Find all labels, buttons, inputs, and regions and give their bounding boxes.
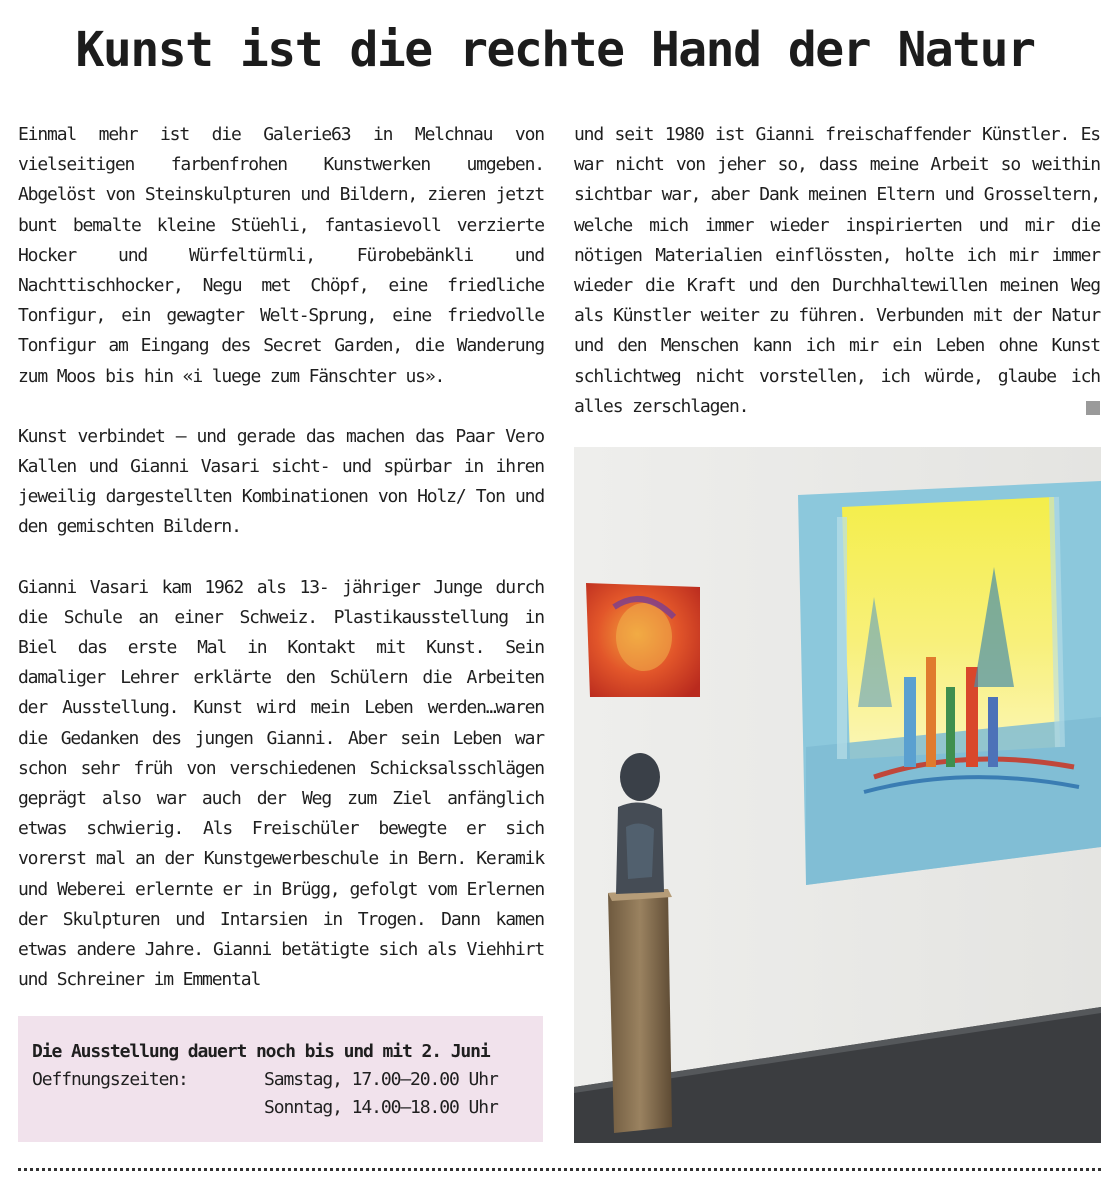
- paragraph-biography: Gianni Vasari kam 1962 als 13- jähriger Junge durch die Schule an einer Schweiz. Plastikausstellung in Biel das erste Mal in Kontakt mit Kunst. Sein damaliger Lehrer erklärte den Schülern die Arbeiten der Ausstellung. Kunst wird mein Leben werden…waren die Gedanken des jungen Gianni. Aber sein Leben war schon sehr früh von verschiedenen Schicksalsschlägen geprägt also war auch der Weg zum Ziel anfänglich etwas schwierig. Als Freischüler bewegte er sich vorerst mal an der Kunstgewerbeschule in Bern. Keramik und Weberei erlernte er in Brügg, gefolgt vom Erlernen der Skulpturen und Intarsien in Trogen. Dann kamen etwas andere Jahre. Gianni betätigte sich als Viehhirt und Schreiner im Emmental: [18, 576, 544, 991]
- photo-wooden-pedestal: [608, 889, 672, 1133]
- article-headline: Kunst ist die rechte Hand der Natur: [75, 22, 1035, 78]
- bottom-dotted-rule: [18, 1168, 1101, 1171]
- photo-small-red-painting: [586, 583, 700, 697]
- right-column: [574, 120, 1100, 422]
- exhibition-info-box: [18, 1016, 543, 1142]
- opening-hours-sunday: Sonntag, 14.00–18.00 Uhr: [264, 1097, 498, 1118]
- photo-bust-sculpture: [616, 753, 664, 894]
- opening-hours-saturday: Samstag, 17.00–20.00 Uhr: [264, 1069, 498, 1090]
- photo-large-painting: [798, 481, 1101, 885]
- left-column: [18, 120, 544, 995]
- info-box-title: Die Ausstellung dauert noch bis und mit 2. Juni: [32, 1041, 490, 1062]
- paragraph-continuation-text: und seit 1980 ist Gianni freischaffender Künstler. Es war nicht von jeher so, dass meine Arbeit so weithin sichtbar war, aber Dank meinen Eltern und Grosseltern, welche mich immer wieder inspirierten und mir die nötigen Materialien einflössten, holte ich mir immer wieder die Kraft und den Durchhaltewillen meinen Weg als Künstler weiter zu führen. Verbunden mit der Natur und den Menschen kann ich mir ein Leben ohne Kunst schlichtweg nicht vorstellen, ich würde, glaube ich alles zerschlagen.: [574, 124, 1100, 417]
- paragraph-intro: Einmal mehr ist die Galerie63 in Melchnau von vielseitigen farbenfrohen Kunstwerken umgeben. Abgelöst von Steinskulpturen und Bildern, zieren jetzt bunt bemalte kleine Stüehli, fantasievoll verzierte Hocker und Würfeltürmli, Fürobebänkli und Nachttischhocker, Negu met Chöpf, eine friedliche Tonfigur, ein gewagter Welt-Sprung, eine friedvolle Tonfigur am Eingang des Secret Garden, die Wanderung zum Moos bis hin «i luege zum Fänschter us».: [18, 124, 544, 387]
- paragraph-continuation: [574, 120, 1100, 422]
- article-end-square-icon: [1086, 401, 1100, 415]
- opening-hours-row-2: [32, 1094, 529, 1122]
- paragraph-kunst-verbindet: Kunst verbindet – und gerade das machen das Paar Vero Kallen und Gianni Vasari sicht- und spürbar in ihren jeweilig dargestellten Kombinationen von Holz/ Ton und den gemischten Bildern.: [18, 425, 544, 538]
- opening-hours-row-1: [32, 1066, 529, 1094]
- gallery-photo: [574, 447, 1101, 1143]
- opening-hours-label: Oeffnungszeiten:: [32, 1069, 188, 1090]
